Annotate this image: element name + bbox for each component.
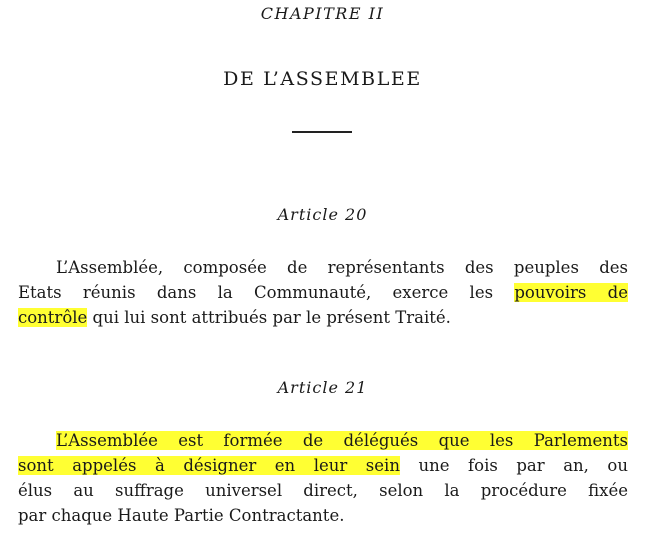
article-20-line-1: L’Assemblée, composée de représentants des peuples des [56, 258, 628, 277]
article-21-line-3: élus au suffrage universel direct, selon la procédure fixée [18, 481, 628, 500]
chapter-label: CHAPITRE II [260, 4, 385, 23]
article-21-heading: Article 21 [277, 378, 368, 397]
article-20-heading: Article 20 [277, 205, 368, 224]
article-20-line-3 [18, 305, 628, 330]
highlight-assemblee-formee: L’Assemblée est formée de délégués que les Parlements [56, 431, 628, 450]
highlight-controle: contrôle [18, 308, 88, 327]
article-21-line-2 [18, 453, 628, 478]
article-21-line-2-text: une fois par an, ou [399, 456, 628, 475]
article-21-line-1 [18, 428, 628, 453]
article-20-line-3-text: qui lui sont attribués par le présent Traité. [87, 308, 451, 327]
article-21-line-4: par chaque Haute Partie Contractante. [18, 506, 345, 525]
article-20-line-2-text: Etats réunis dans la Communauté, exerce les [18, 283, 515, 302]
article-21-text [18, 428, 628, 528]
article-20-text [18, 255, 628, 330]
article-20-line-2 [18, 280, 628, 305]
section-title: DE L’ASSEMBLEE [223, 68, 422, 90]
highlight-pouvoirs: pouvoirs de [514, 283, 628, 302]
title-divider [292, 131, 352, 133]
highlight-sont-appeles: sont appelés à désigner en leur sein [18, 456, 400, 475]
